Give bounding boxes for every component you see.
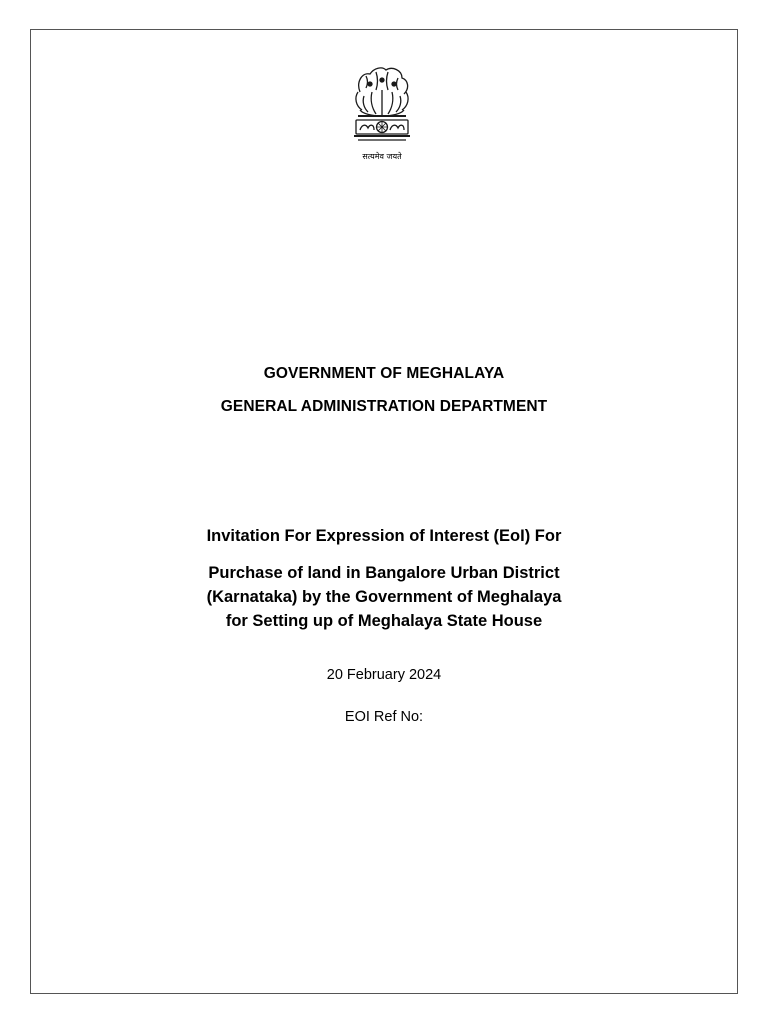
eoi-title-line-1: Invitation For Expression of Interest (EoI) For	[206, 527, 562, 545]
page-border	[30, 29, 738, 994]
eoi-title-line-3: (Karnataka) by the Government of Meghalaya	[206, 588, 562, 606]
eoi-title-line-4: for Setting up of Meghalaya State House	[225, 612, 543, 630]
emblem-motto: सत्यमेव जयते	[362, 152, 402, 161]
government-heading: GOVERNMENT OF MEGHALAYA	[263, 365, 505, 382]
document-date: 20 February 2024	[326, 667, 442, 683]
department-heading: GENERAL ADMINISTRATION DEPARTMENT	[220, 398, 548, 415]
national-emblem-icon	[346, 62, 418, 166]
eoi-reference-label: EOI Ref No:	[344, 709, 424, 725]
eoi-title-line-2: Purchase of land in Bangalore Urban District	[208, 564, 560, 582]
